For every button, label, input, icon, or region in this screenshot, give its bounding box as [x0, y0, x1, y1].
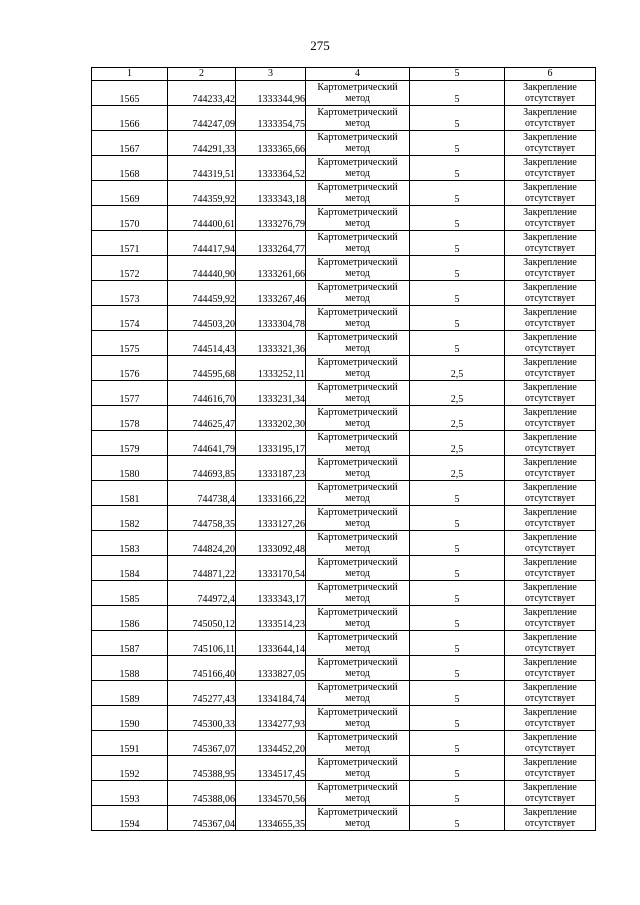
method-cell: Картометрический метод — [306, 556, 410, 581]
table-row — [92, 81, 596, 106]
point-number-cell: 1566 — [92, 106, 168, 131]
column-header-4: 4 — [306, 68, 410, 81]
fixing-cell: Закрепление отсутствует — [505, 181, 596, 206]
point-number-cell: 1579 — [92, 431, 168, 456]
fixing-cell: Закрепление отсутствует — [505, 406, 596, 431]
point-number-cell: 1572 — [92, 256, 168, 281]
table-row — [92, 681, 596, 706]
coord-y-cell: 1333644,14 — [236, 631, 306, 656]
accuracy-cell: 2,5 — [410, 356, 505, 381]
table-row — [92, 156, 596, 181]
point-number-cell: 1568 — [92, 156, 168, 181]
accuracy-cell: 5 — [410, 531, 505, 556]
fixing-cell: Закрепление отсутствует — [505, 456, 596, 481]
table-row — [92, 506, 596, 531]
accuracy-cell: 5 — [410, 556, 505, 581]
method-cell: Картометрический метод — [306, 106, 410, 131]
accuracy-cell: 5 — [410, 631, 505, 656]
table-row — [92, 531, 596, 556]
column-header-2: 2 — [168, 68, 236, 81]
method-cell: Картометрический метод — [306, 306, 410, 331]
table-row — [92, 631, 596, 656]
coord-y-cell: 1333267,46 — [236, 281, 306, 306]
method-cell: Картометрический метод — [306, 756, 410, 781]
coord-y-cell: 1333127,26 — [236, 506, 306, 531]
accuracy-cell: 5 — [410, 206, 505, 231]
accuracy-cell: 5 — [410, 256, 505, 281]
point-number-cell: 1586 — [92, 606, 168, 631]
coord-x-cell: 744440,90 — [168, 256, 236, 281]
fixing-cell: Закрепление отсутствует — [505, 756, 596, 781]
table-row — [92, 206, 596, 231]
method-cell: Картометрический метод — [306, 656, 410, 681]
coord-x-cell: 745300,33 — [168, 706, 236, 731]
method-cell: Картометрический метод — [306, 781, 410, 806]
coord-x-cell: 744319,51 — [168, 156, 236, 181]
point-number-cell: 1585 — [92, 581, 168, 606]
coord-y-cell: 1333202,30 — [236, 406, 306, 431]
fixing-cell: Закрепление отсутствует — [505, 656, 596, 681]
accuracy-cell: 2,5 — [410, 381, 505, 406]
fixing-cell: Закрепление отсутствует — [505, 706, 596, 731]
coord-y-cell: 1333343,17 — [236, 581, 306, 606]
coord-x-cell: 744625,47 — [168, 406, 236, 431]
accuracy-cell: 5 — [410, 606, 505, 631]
point-number-cell: 1576 — [92, 356, 168, 381]
method-cell: Картометрический метод — [306, 456, 410, 481]
coord-y-cell: 1333344,96 — [236, 81, 306, 106]
column-header-6: 6 — [505, 68, 596, 81]
fixing-cell: Закрепление отсутствует — [505, 156, 596, 181]
fixing-cell: Закрепление отсутствует — [505, 81, 596, 106]
coord-x-cell: 744616,70 — [168, 381, 236, 406]
coord-x-cell: 744359,92 — [168, 181, 236, 206]
fixing-cell: Закрепление отсутствует — [505, 781, 596, 806]
coord-y-cell: 1333343,18 — [236, 181, 306, 206]
coord-x-cell: 744291,33 — [168, 131, 236, 156]
method-cell: Картометрический метод — [306, 406, 410, 431]
method-cell: Картометрический метод — [306, 531, 410, 556]
accuracy-cell: 5 — [410, 581, 505, 606]
column-header-5: 5 — [410, 68, 505, 81]
accuracy-cell: 5 — [410, 656, 505, 681]
table-row — [92, 256, 596, 281]
coord-x-cell: 744514,43 — [168, 331, 236, 356]
coord-x-cell: 744417,94 — [168, 231, 236, 256]
fixing-cell: Закрепление отсутствует — [505, 606, 596, 631]
fixing-cell: Закрепление отсутствует — [505, 306, 596, 331]
table-row — [92, 406, 596, 431]
table-row — [92, 706, 596, 731]
point-number-cell: 1580 — [92, 456, 168, 481]
coord-x-cell: 744641,79 — [168, 431, 236, 456]
accuracy-cell: 2,5 — [410, 456, 505, 481]
method-cell: Картометрический метод — [306, 381, 410, 406]
table-row — [92, 606, 596, 631]
fixing-cell: Закрепление отсутствует — [505, 331, 596, 356]
fixing-cell: Закрепление отсутствует — [505, 131, 596, 156]
coord-y-cell: 1334277,93 — [236, 706, 306, 731]
coord-x-cell: 744693,85 — [168, 456, 236, 481]
table-row — [92, 481, 596, 506]
method-cell: Картометрический метод — [306, 606, 410, 631]
fixing-cell: Закрепление отсутствует — [505, 256, 596, 281]
point-number-cell: 1589 — [92, 681, 168, 706]
fixing-cell: Закрепление отсутствует — [505, 556, 596, 581]
coord-x-cell: 745388,95 — [168, 756, 236, 781]
accuracy-cell: 5 — [410, 506, 505, 531]
table-row — [92, 581, 596, 606]
method-cell: Картометрический метод — [306, 506, 410, 531]
point-number-cell: 1573 — [92, 281, 168, 306]
coord-y-cell: 1333364,52 — [236, 156, 306, 181]
point-number-cell: 1582 — [92, 506, 168, 531]
coord-x-cell: 745166,40 — [168, 656, 236, 681]
point-number-cell: 1587 — [92, 631, 168, 656]
coord-y-cell: 1333264,77 — [236, 231, 306, 256]
fixing-cell: Закрепление отсутствует — [505, 681, 596, 706]
method-cell: Картометрический метод — [306, 181, 410, 206]
table-row — [92, 556, 596, 581]
coord-y-cell: 1333321,36 — [236, 331, 306, 356]
column-header-1: 1 — [92, 68, 168, 81]
coord-y-cell: 1333092,48 — [236, 531, 306, 556]
coord-x-cell: 745367,04 — [168, 806, 236, 831]
fixing-cell: Закрепление отсутствует — [505, 531, 596, 556]
accuracy-cell: 5 — [410, 781, 505, 806]
coord-x-cell: 744595,68 — [168, 356, 236, 381]
coord-x-cell: 744503,20 — [168, 306, 236, 331]
table-row — [92, 181, 596, 206]
method-cell: Картометрический метод — [306, 281, 410, 306]
coord-x-cell: 744459,92 — [168, 281, 236, 306]
accuracy-cell: 2,5 — [410, 406, 505, 431]
coord-y-cell: 1333365,66 — [236, 131, 306, 156]
fixing-cell: Закрепление отсутствует — [505, 106, 596, 131]
fixing-cell: Закрепление отсутствует — [505, 381, 596, 406]
method-cell: Картометрический метод — [306, 256, 410, 281]
table-row — [92, 756, 596, 781]
method-cell: Картометрический метод — [306, 731, 410, 756]
accuracy-cell: 5 — [410, 81, 505, 106]
coord-x-cell: 745106,11 — [168, 631, 236, 656]
coord-y-cell: 1333276,79 — [236, 206, 306, 231]
fixing-cell: Закрепление отсутствует — [505, 231, 596, 256]
table-row — [92, 306, 596, 331]
method-cell: Картометрический метод — [306, 581, 410, 606]
coord-x-cell: 745367,07 — [168, 731, 236, 756]
point-number-cell: 1570 — [92, 206, 168, 231]
table-row — [92, 231, 596, 256]
point-number-cell: 1594 — [92, 806, 168, 831]
coord-x-cell: 745050,12 — [168, 606, 236, 631]
accuracy-cell: 5 — [410, 131, 505, 156]
coord-y-cell: 1334655,35 — [236, 806, 306, 831]
page-number: 275 — [310, 38, 330, 53]
table-row — [92, 281, 596, 306]
accuracy-cell: 5 — [410, 231, 505, 256]
accuracy-cell: 5 — [410, 181, 505, 206]
coord-x-cell: 744738,4 — [168, 481, 236, 506]
accuracy-cell: 2,5 — [410, 431, 505, 456]
fixing-cell: Закрепление отсутствует — [505, 731, 596, 756]
coord-x-cell: 744871,22 — [168, 556, 236, 581]
point-number-cell: 1565 — [92, 81, 168, 106]
method-cell: Картометрический метод — [306, 481, 410, 506]
point-number-cell: 1584 — [92, 556, 168, 581]
table-row — [92, 131, 596, 156]
fixing-cell: Закрепление отсутствует — [505, 206, 596, 231]
point-number-cell: 1590 — [92, 706, 168, 731]
coord-y-cell: 1333187,23 — [236, 456, 306, 481]
coord-x-cell: 744972,4 — [168, 581, 236, 606]
point-number-cell: 1575 — [92, 331, 168, 356]
accuracy-cell: 5 — [410, 281, 505, 306]
method-cell: Картометрический метод — [306, 681, 410, 706]
coord-x-cell: 744758,35 — [168, 506, 236, 531]
point-number-cell: 1591 — [92, 731, 168, 756]
table-row — [92, 781, 596, 806]
table-row — [92, 456, 596, 481]
coord-x-cell: 744400,61 — [168, 206, 236, 231]
point-number-cell: 1593 — [92, 781, 168, 806]
coord-y-cell: 1333166,22 — [236, 481, 306, 506]
accuracy-cell: 5 — [410, 681, 505, 706]
coord-x-cell: 744247,09 — [168, 106, 236, 131]
fixing-cell: Закрепление отсутствует — [505, 806, 596, 831]
fixing-cell: Закрепление отсутствует — [505, 356, 596, 381]
point-number-cell: 1567 — [92, 131, 168, 156]
table-row — [92, 331, 596, 356]
fixing-cell: Закрепление отсутствует — [505, 281, 596, 306]
fixing-cell: Закрепление отсутствует — [505, 506, 596, 531]
fixing-cell: Закрепление отсутствует — [505, 581, 596, 606]
accuracy-cell: 5 — [410, 756, 505, 781]
point-number-cell: 1578 — [92, 406, 168, 431]
coord-y-cell: 1333170,54 — [236, 556, 306, 581]
accuracy-cell: 5 — [410, 481, 505, 506]
method-cell: Картометрический метод — [306, 231, 410, 256]
accuracy-cell: 5 — [410, 706, 505, 731]
point-number-cell: 1581 — [92, 481, 168, 506]
coord-y-cell: 1333354,75 — [236, 106, 306, 131]
method-cell: Картометрический метод — [306, 331, 410, 356]
fixing-cell: Закрепление отсутствует — [505, 431, 596, 456]
coord-x-cell: 745277,43 — [168, 681, 236, 706]
point-number-cell: 1592 — [92, 756, 168, 781]
coord-y-cell: 1333261,66 — [236, 256, 306, 281]
method-cell: Картометрический метод — [306, 706, 410, 731]
point-number-cell: 1583 — [92, 531, 168, 556]
method-cell: Картометрический метод — [306, 81, 410, 106]
table-row — [92, 431, 596, 456]
table-row — [92, 656, 596, 681]
accuracy-cell: 5 — [410, 106, 505, 131]
fixing-cell: Закрепление отсутствует — [505, 481, 596, 506]
coordinates-table — [91, 67, 596, 831]
coord-y-cell: 1333304,78 — [236, 306, 306, 331]
point-number-cell: 1588 — [92, 656, 168, 681]
fixing-cell: Закрепление отсутствует — [505, 631, 596, 656]
coord-y-cell: 1333231,34 — [236, 381, 306, 406]
accuracy-cell: 5 — [410, 331, 505, 356]
accuracy-cell: 5 — [410, 156, 505, 181]
method-cell: Картометрический метод — [306, 631, 410, 656]
method-cell: Картометрический метод — [306, 806, 410, 831]
coord-y-cell: 1334517,45 — [236, 756, 306, 781]
coord-x-cell: 744233,42 — [168, 81, 236, 106]
table-row — [92, 106, 596, 131]
coord-y-cell: 1333195,17 — [236, 431, 306, 456]
method-cell: Картометрический метод — [306, 356, 410, 381]
column-header-3: 3 — [236, 68, 306, 81]
accuracy-cell: 5 — [410, 306, 505, 331]
method-cell: Картометрический метод — [306, 431, 410, 456]
coord-y-cell: 1333514,23 — [236, 606, 306, 631]
point-number-cell: 1569 — [92, 181, 168, 206]
accuracy-cell: 5 — [410, 806, 505, 831]
method-cell: Картометрический метод — [306, 131, 410, 156]
point-number-cell: 1571 — [92, 231, 168, 256]
method-cell: Картометрический метод — [306, 156, 410, 181]
table-row — [92, 806, 596, 831]
point-number-cell: 1574 — [92, 306, 168, 331]
accuracy-cell: 5 — [410, 731, 505, 756]
header-row — [92, 68, 596, 81]
coord-y-cell: 1334570,56 — [236, 781, 306, 806]
coord-x-cell: 744824,20 — [168, 531, 236, 556]
coord-y-cell: 1333252,11 — [236, 356, 306, 381]
coord-x-cell: 745388,06 — [168, 781, 236, 806]
coord-y-cell: 1334452,20 — [236, 731, 306, 756]
table-row — [92, 381, 596, 406]
point-number-cell: 1577 — [92, 381, 168, 406]
table-row — [92, 356, 596, 381]
table-row — [92, 731, 596, 756]
method-cell: Картометрический метод — [306, 206, 410, 231]
coord-y-cell: 1334184,74 — [236, 681, 306, 706]
coord-y-cell: 1333827,05 — [236, 656, 306, 681]
table-body — [92, 81, 596, 831]
